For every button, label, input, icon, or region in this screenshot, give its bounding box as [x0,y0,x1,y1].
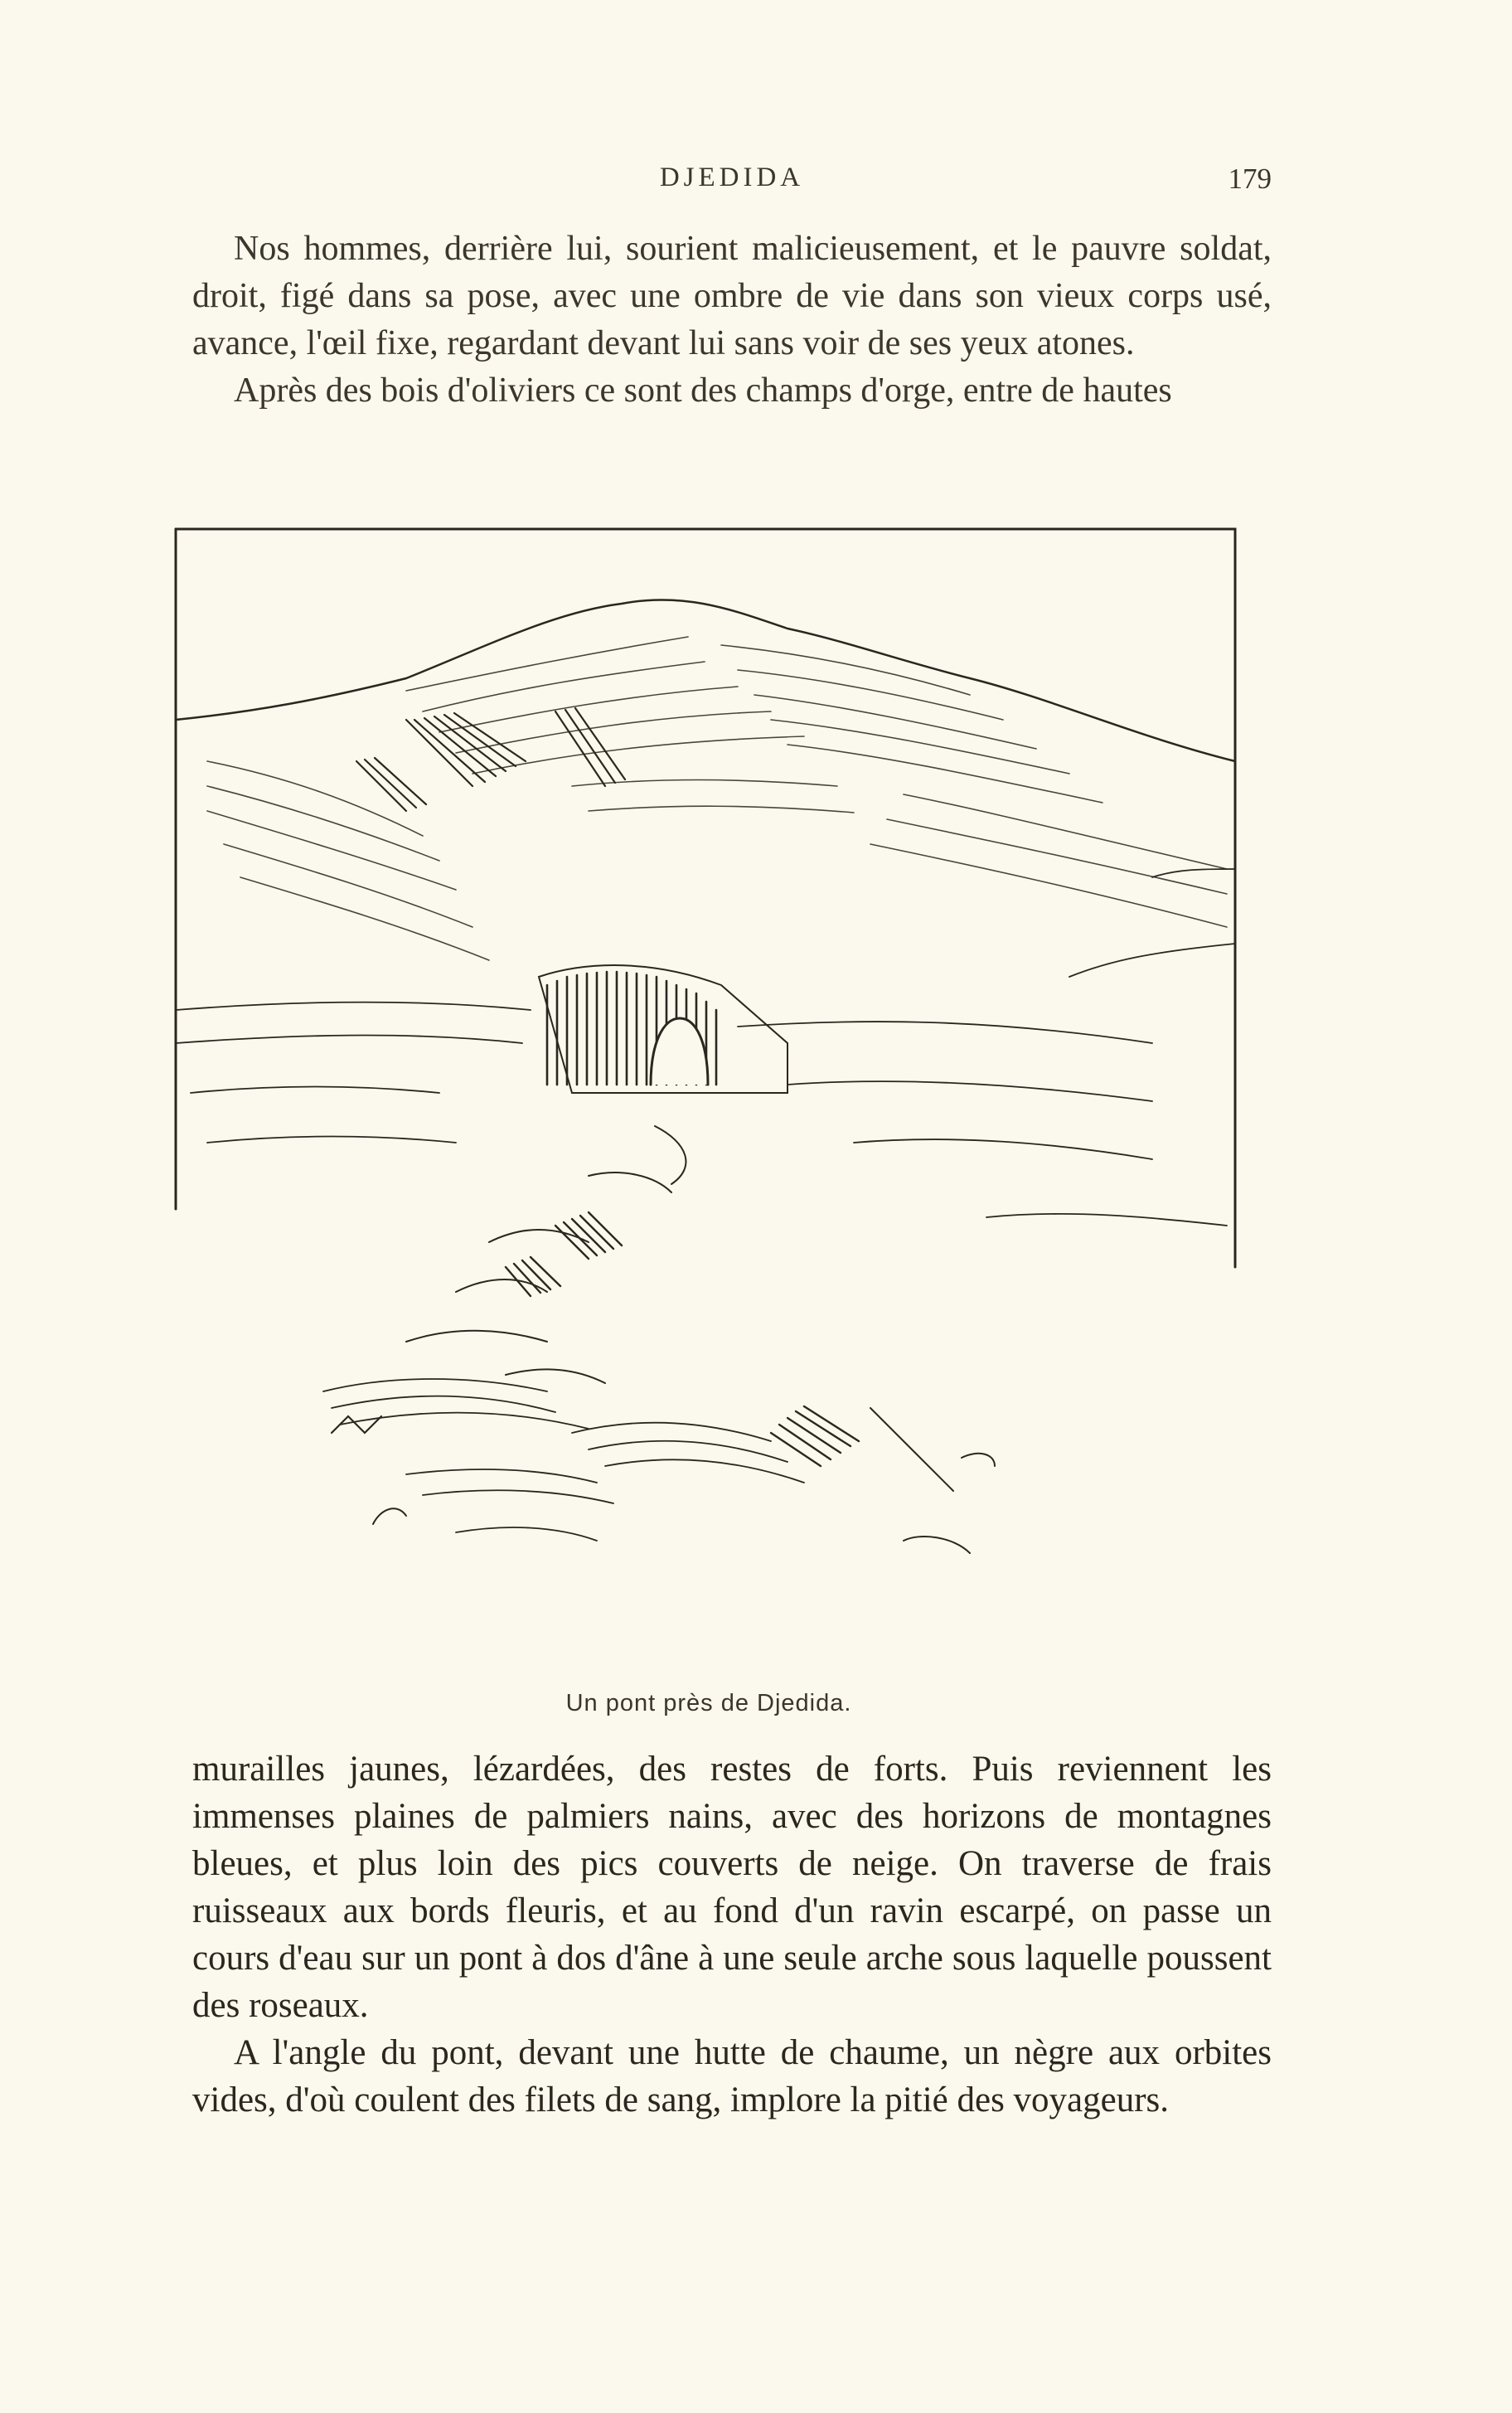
page-number: 179 [1228,163,1272,195]
paragraph-3: murailles jaunes, lézardées, des restes de forts. Puis reviennent les immenses plaines de palmiers nains, avec des horizons de montagnes bleues, et plus loin des pics couverts de neige. On traverse de frais ruisseaux aux bords fleuris, et au fond d'un ravin escarpé, on passe un cours d'eau sur un pont à dos d'âne à une seule arche sous laquelle poussent des roseaux. [192,1750,1272,2025]
bottom-text-block [192,1745,1272,2124]
running-head: DJEDIDA [659,163,805,192]
bridge-engraving [158,512,1260,1698]
illustration-bridge [158,512,1260,1716]
paragraph-1: Nos hommes, derrière lui, sourient malicieusement, et le pauvre soldat, droit, figé dans sa pose, avec une ombre de vie dans son vieux corps usé, avance, l'œil fixe, regardant devant lui sans voir de ses yeux atones. [192,230,1272,362]
paragraph-4: A l'angle du pont, devant une hutte de chaume, un nègre aux orbites vides, d'où coulent des filets de sang, implore la pitié des voyageurs. [192,2033,1272,2119]
paragraph-2: Après des bois d'oliviers ce sont des champs d'orge, entre de hautes [234,371,1172,410]
page-header [192,163,1272,196]
figure-caption: Un pont près de Djedida. [565,1690,852,1716]
top-text-block [192,226,1272,415]
